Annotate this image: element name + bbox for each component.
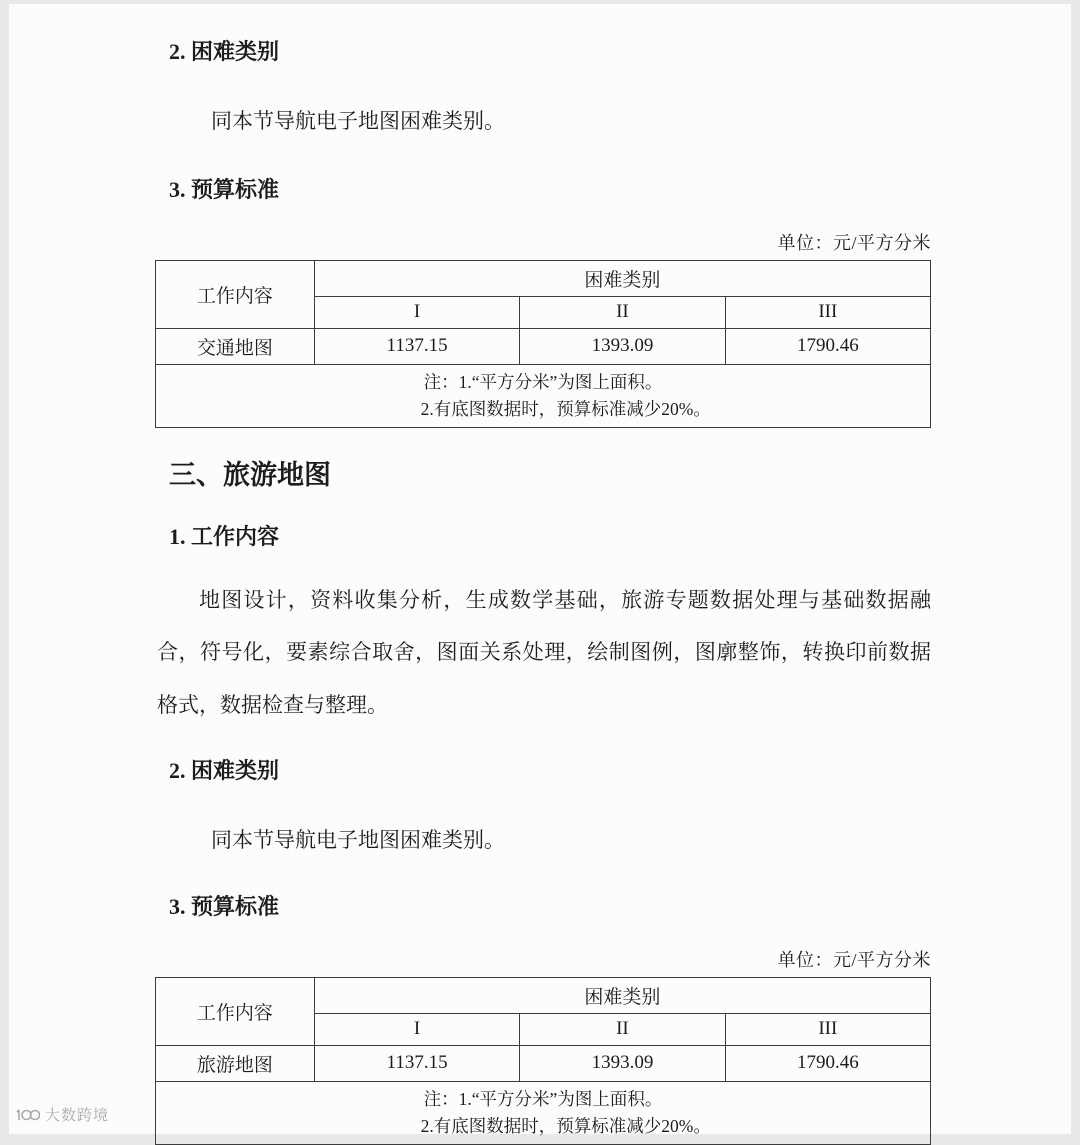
note-cell [156,364,931,427]
note-line-1: 注：1.“平方分米”为图上面积。 [423,1088,663,1109]
value-1-cell: 1137.15 [314,1045,519,1081]
traffic-unit-label: 单位：元/平方分米 [777,232,931,253]
value-2-cell: 1393.09 [520,1045,725,1081]
note-line-2: 2.有底图数据时，预算标准减少20%。 [420,398,711,419]
table-header-row [156,260,931,296]
level-3-cell: III [725,296,930,328]
value-3-cell: 1790.46 [725,1045,930,1081]
level-1-cell: I [314,1013,519,1045]
table-data-row [156,328,931,364]
tourism-budget-heading: 3. 预算标准 [169,894,280,919]
tourism-budget-table [155,977,931,1145]
traffic-budget-table [155,260,931,428]
note-line-2: 2.有底图数据时，预算标准减少20%。 [420,1115,711,1136]
level-1-cell: I [314,296,519,328]
value-2-cell: 1393.09 [520,328,725,364]
tourism-difficulty-paragraph: 同本节导航电子地图困难类别。 [211,827,505,852]
table-note-row [156,364,931,427]
difficulty-header-cell: 困难类别 [314,260,930,296]
note-cell [156,1081,931,1144]
tourism-difficulty-heading: 2. 困难类别 [169,758,280,784]
tourism-section-heading: 三、旅游地图 [169,459,331,490]
watermark-text: 大数跨境 [45,1107,110,1124]
value-3-cell: 1790.46 [725,328,930,364]
watermark-logo-icon [16,1107,40,1123]
table-note-row [156,1081,931,1144]
work-content-header-cell: 工作内容 [156,977,315,1045]
level-3-cell: III [725,1013,930,1045]
table-header-row [156,977,931,1013]
document-page [9,4,1071,1134]
note-line-1: 注：1.“平方分米”为图上面积。 [423,371,663,392]
level-2-cell: II [520,1013,725,1045]
row-label-cell: 旅游地图 [156,1045,315,1081]
tourism-work-heading: 1. 工作内容 [169,523,280,549]
traffic-budget-heading: 3. 预算标准 [169,176,280,202]
watermark [16,1104,109,1125]
level-2-cell: II [520,296,725,328]
value-1-cell: 1137.15 [314,328,519,364]
tourism-unit-label: 单位：元/平方分米 [777,949,931,970]
tourism-work-paragraph: 地图设计，资料收集分析，生成数学基础，旅游专题数据处理与基础数据融合，符号化，要素综合取舍，图面关系处理，绘制图例，图廓整饰，转换印前数据格式，数据检查与整理。 [157,587,931,717]
row-label-cell: 交通地图 [156,328,315,364]
work-content-header-cell: 工作内容 [156,260,315,328]
traffic-difficulty-heading: 2. 困难类别 [169,39,280,64]
traffic-difficulty-paragraph: 同本节导航电子地图困难类别。 [211,108,505,133]
difficulty-header-cell: 困难类别 [314,977,930,1013]
table-data-row [156,1045,931,1081]
